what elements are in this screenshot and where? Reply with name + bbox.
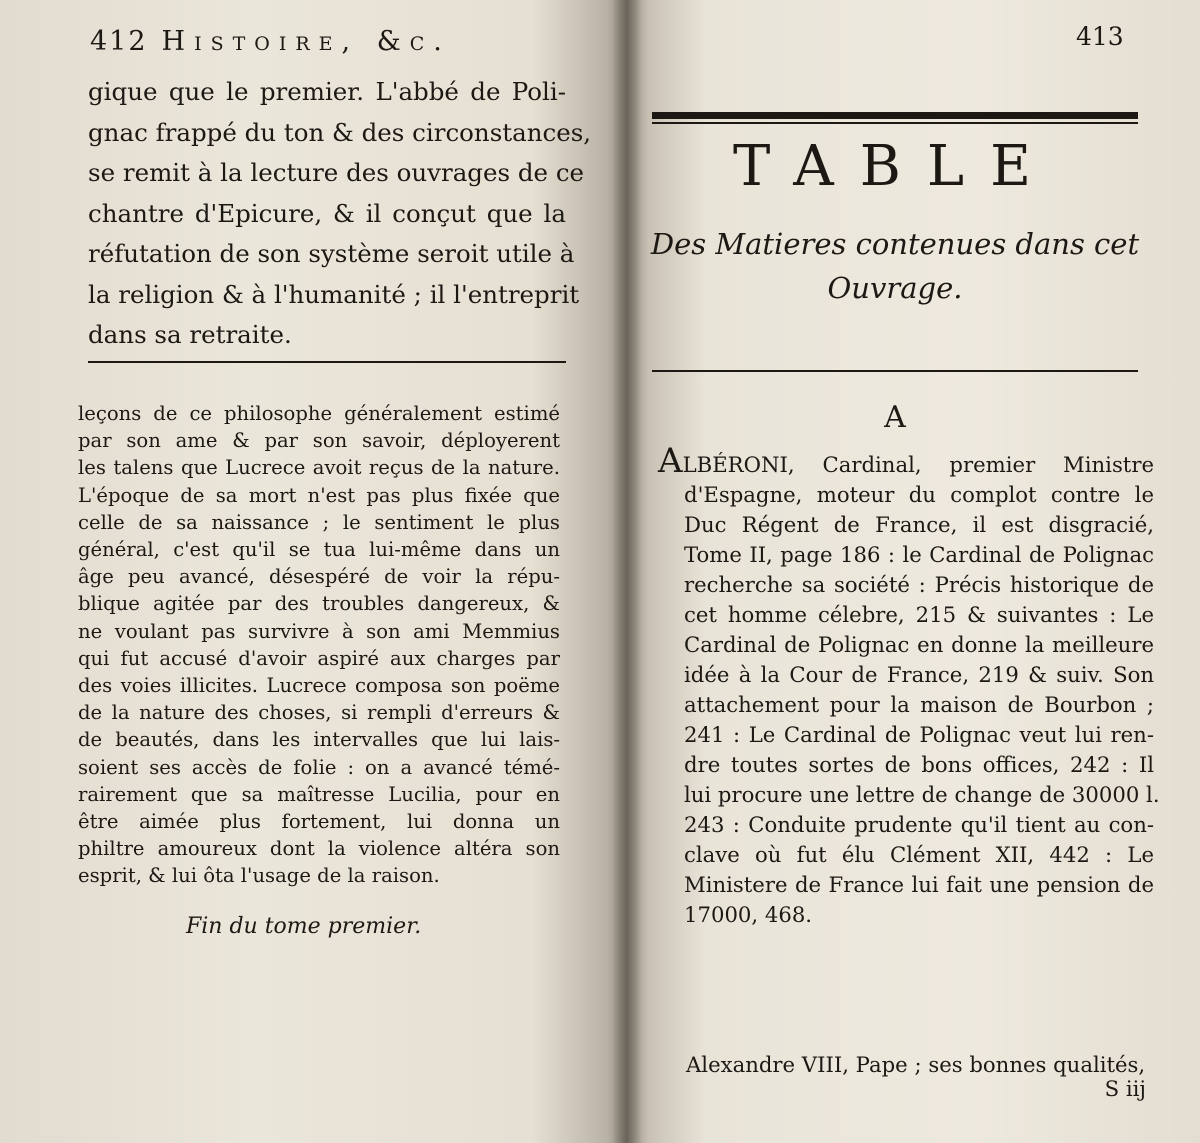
- section-letter: A: [884, 400, 906, 435]
- section-rule: [652, 370, 1138, 372]
- text-line: réfutation de son système seroit utile à: [88, 239, 575, 268]
- note-line: général, c'est qu'il se tua lui-même dans un: [78, 538, 560, 562]
- note-line: rairement que sa maîtresse Lucilia, pour en: [78, 782, 560, 806]
- index-line: d'Espagne, moteur du complot contre le: [684, 482, 1154, 507]
- left-page-number: 412: [90, 26, 148, 57]
- right-page-number: 413: [1076, 22, 1124, 51]
- index-line: clave où fut élu Clément XII, 442 : Le: [684, 842, 1154, 867]
- index-line: [658, 441, 1154, 481]
- index-line: recherche sa société : Précis historique de: [684, 572, 1154, 597]
- note-line: leçons de ce philosophe généralement estimé: [78, 402, 560, 425]
- text-line: chantre d'Epicure, & il conçut que la: [88, 198, 566, 228]
- note-line: de beautés, dans les intervalles que lui lais-: [78, 728, 560, 752]
- index-line: Tome II, page 186 : le Cardinal de Polignac: [684, 542, 1154, 567]
- index-line: Ministere de France lui fait une pension de: [684, 872, 1154, 897]
- table-title: TABLE: [733, 134, 1057, 199]
- rule-thick: [652, 112, 1138, 119]
- index-line: Cardinal de Polignac en donne la meilleure: [684, 632, 1154, 657]
- index-line: dre toutes sortes de bons offices, 242 : Il: [684, 752, 1154, 777]
- index-line-text: LBÉRONI, Cardinal, premier Ministre: [682, 452, 1154, 477]
- text-line: se remit à la lecture des ouvrages de ce: [88, 158, 585, 187]
- note-line: des voies illicites. Lucrece composa son poëme: [78, 674, 560, 698]
- index-line: 241 : Le Cardinal de Polignac veut lui ren-: [684, 722, 1154, 747]
- note-line: celle de sa naissance ; le sentiment le plus: [78, 510, 560, 534]
- book-gutter: [612, 0, 642, 1143]
- note-line: par son ame & par son savoir, déployerent: [78, 429, 560, 453]
- note-line: ne voulant pas survivre à son ami Memmius: [78, 619, 560, 643]
- next-entry-line: Alexandre VIII, Pape ; ses bonnes qualités,: [686, 1052, 1146, 1077]
- text-line: dans sa retraite.: [88, 320, 292, 349]
- end-of-volume-note: Fin du tome premier.: [186, 914, 422, 939]
- index-line: Duc Régent de France, il est disgracié,: [684, 512, 1154, 537]
- rule-thin: [652, 122, 1138, 124]
- text-line: la religion & à l'humanité ; il l'entreprit: [88, 279, 580, 309]
- last-line: [686, 1052, 1146, 1101]
- footnote-rule: [88, 361, 566, 363]
- note-line: âge peu avancé, désespéré de voir la répu-: [78, 565, 560, 589]
- index-line: lui procure une lettre de change de 30000 l.: [684, 782, 1160, 807]
- index-line: cet homme célebre, 215 & suivantes : Le: [684, 602, 1154, 627]
- index-line: 17000, 468.: [684, 902, 813, 927]
- text-line: gique que le premier. L'abbé de Poli-: [88, 77, 566, 106]
- note-line: L'époque de sa mort n'est pas plus fixée que: [78, 483, 560, 507]
- note-line: blique agitée par des troubles dangereux, &: [78, 592, 560, 616]
- index-line: idée à la Cour de France, 219 & suiv. Son: [684, 662, 1154, 687]
- index-entries: [658, 441, 1160, 930]
- note-line: philtre amoureux dont la violence altéra son: [78, 837, 560, 861]
- note-line: les talens que Lucrece avoit reçus de la nature.: [78, 456, 560, 480]
- running-title: Histoire, &c.: [161, 26, 451, 57]
- index-line: attachement pour la maison de Bourbon ;: [684, 692, 1154, 717]
- running-head: [90, 26, 451, 57]
- note-line: être aimée plus fortement, lui donna un: [78, 810, 560, 834]
- header-double-rule: [652, 112, 1138, 124]
- note-line: soient ses accès de folie : on a avancé témé-: [78, 755, 560, 779]
- note-line: qui fut accusé d'avoir aspiré aux charges par: [78, 646, 560, 670]
- footnote-text: [78, 400, 560, 890]
- text-line: gnac frappé du ton & des circonstances,: [88, 117, 592, 147]
- right-page: [626, 0, 1200, 1143]
- note-line: de la nature des choses, si rempli d'erreurs &: [78, 701, 560, 725]
- drop-cap: A: [658, 441, 683, 481]
- table-subtitle: Des Matieres contenues dans cet Ouvrage.: [650, 227, 1140, 305]
- index-line: 243 : Conduite prudente qu'il tient au con-: [684, 812, 1154, 837]
- main-text: [88, 72, 592, 356]
- signature-mark: S iij: [1104, 1076, 1146, 1101]
- note-line: esprit, & lui ôta l'usage de la raison.: [78, 864, 440, 888]
